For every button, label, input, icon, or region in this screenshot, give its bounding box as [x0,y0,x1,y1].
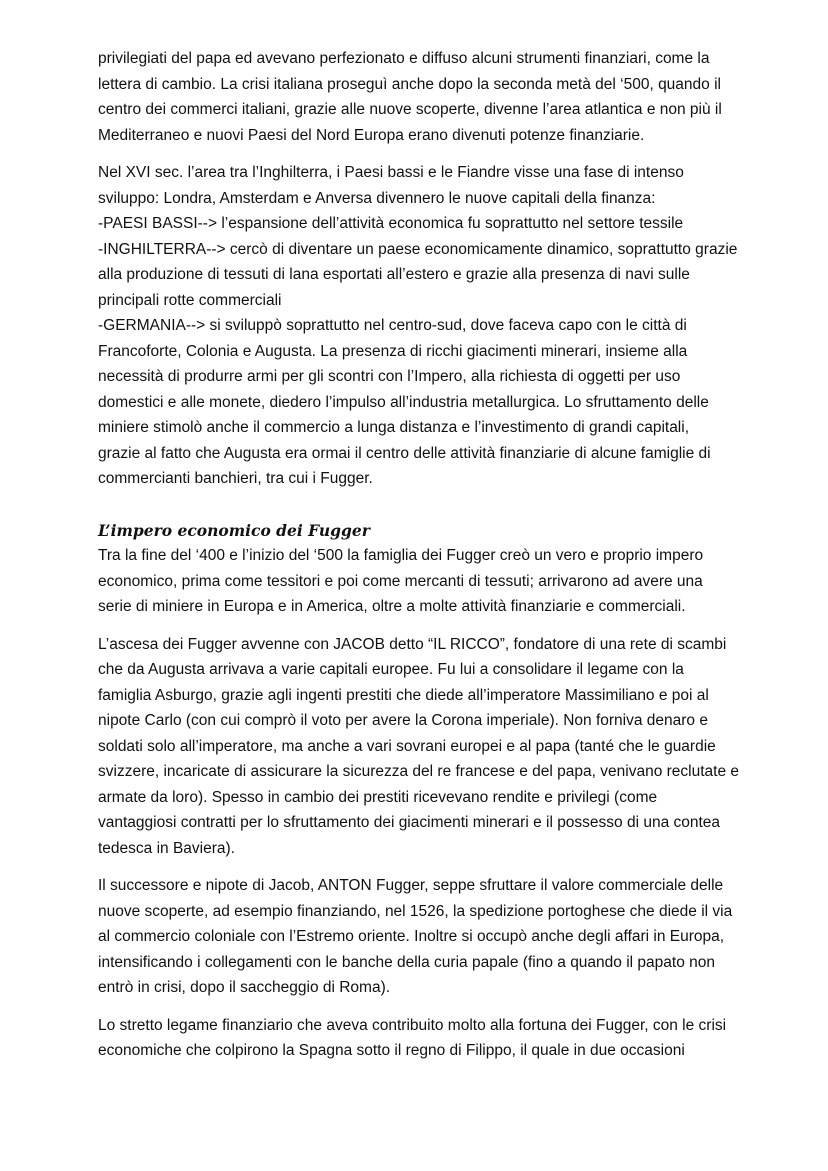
text-line: -INGHILTERRA--> cercò di diventare un paese economicamente dinamico, soprattutto grazie [98,240,738,258]
text-line: Nel XVI sec. l’area tra l’Inghilterra, i Paesi bassi e le Fiandre visse una fase di intenso [98,164,684,181]
text-line: principali rotte commerciali [98,291,282,309]
text-line: Mediterraneo e nuovi Paesi del Nord Europa erano divenuti potenze finanziarie. [98,126,645,144]
text-line: lettera di cambio. La crisi italiana proseguì anche dopo la seconda metà del ‘500, quando il [98,75,721,93]
paragraph [98,1013,788,1064]
text-line: Lo stretto legame finanziario che aveva contribuito molto alla fortuna dei Fugger, con le crisi [98,1016,727,1034]
paragraph [98,543,788,620]
section-heading: L’impero economico dei Fugger [98,520,370,540]
text-line: serie di miniere in Europa e in America, oltre a molte attività finanziarie e commerciali. [98,598,686,615]
text-line: Francoforte, Colonia e Augusta. La presenza di ricchi giacimenti minerari, insieme alla [98,342,688,360]
text-line: miniere stimolò anche il commercio a lunga distanza e l’investimento di grandi capitali, [98,419,690,436]
text-line: domestici e alle monete, diedero l’impulso all’industria metallurgica. Lo sfruttamento delle [98,393,709,411]
text-line: economiche che colpirono la Spagna sotto il regno di Filippo, il quale in due occasioni [98,1042,685,1059]
text-line: privilegiati del papa ed avevano perfezionato e diffuso alcuni strumenti finanziari, come la [98,50,710,67]
text-line: tedesca in Baviera). [98,839,235,857]
text-line: nuove scoperte, ad esempio finanziando, nel 1526, la spedizione portoghese che diede il via [98,902,733,920]
text-line: che da Augusta arrivava a varie capitali europee. Fu lui a consolidare il legame con la [98,661,684,678]
text-line: Il successore e nipote di Jacob, ANTON Fugger, seppe sfruttare il valore commerciale delle [98,877,724,894]
text-line: L’ascesa dei Fugger avvenne con JACOB detto “IL RICCO”, fondatore di una rete di scambi [98,635,727,653]
text-line: soldati solo all’imperatore, ma anche a vari sovrani europei e al papa (tanté che le guardie [98,737,716,755]
text-line: svizzere, incaricate di assicurare la sicurezza del re francese e del papa, venivano reclutate e [98,763,739,780]
text-line: -GERMANIA--> si sviluppò soprattutto nel centro-sud, dove faceva capo con le città di [98,317,687,334]
text-line: vantaggiosi contratti per lo sfruttamento dei giacimenti minerari e il possesso di una contea [98,814,721,831]
paragraph [98,160,788,492]
fugger-section [98,543,788,1064]
text-line: nipote Carlo (con cui comprò il voto per avere la Corona imperiale). Non forniva denaro e [98,712,708,729]
text-line: -PAESI BASSI--> l’espansione dell’attività economica fu soprattutto nel settore tessile [98,215,684,232]
paragraph [98,873,788,1001]
text-line: entrò in crisi, dopo il saccheggio di Roma). [98,979,391,996]
paragraph [98,632,788,862]
text-line: famiglia Asburgo, grazie agli ingenti prestiti che diede all’imperatore Massimiliano e poi al [98,686,709,704]
text-line: armate da loro). Spesso in cambio dei prestiti ricevevano rendite e privilegi (come [98,788,658,806]
text-line: grazie al fatto che Augusta era ormai il centro delle attività finanziarie di alcune famiglie di [98,444,711,462]
text-line: commercianti banchieri, tra cui i Fugger. [98,470,373,487]
text-line: Tra la fine del ‘400 e l’inizio del ‘500 la famiglia dei Fugger creò un vero e proprio impero [98,547,704,564]
text-line: sviluppo: Londra, Amsterdam e Anversa divennero le nuove capitali della finanza: [98,189,656,207]
text-line: alla produzione di tessuti di lana esportati all’estero e grazie alla presenza di navi sulle [98,266,690,283]
intro-section [98,46,788,492]
paragraph [98,46,788,148]
text-line: necessità di produrre armi per gli scontri con l’Impero, alla richiesta di oggetti per uso [98,368,681,385]
text-line: intensificando i collegamenti con le banche della curia papale (fino a quando il papato non [98,953,715,971]
text-line: al commercio coloniale con l’Estremo oriente. Inoltre si occupò anche degli affari in Europa, [98,928,725,945]
document-page [98,46,788,1076]
text-line: economico, prima come tessitori e poi come mercanti di tessuti; arrivarono ad avere una [98,572,703,590]
text-line: centro dei commerci italiani, grazie alle nuove scoperte, divenne l’area atlantica e non più il [98,101,722,118]
